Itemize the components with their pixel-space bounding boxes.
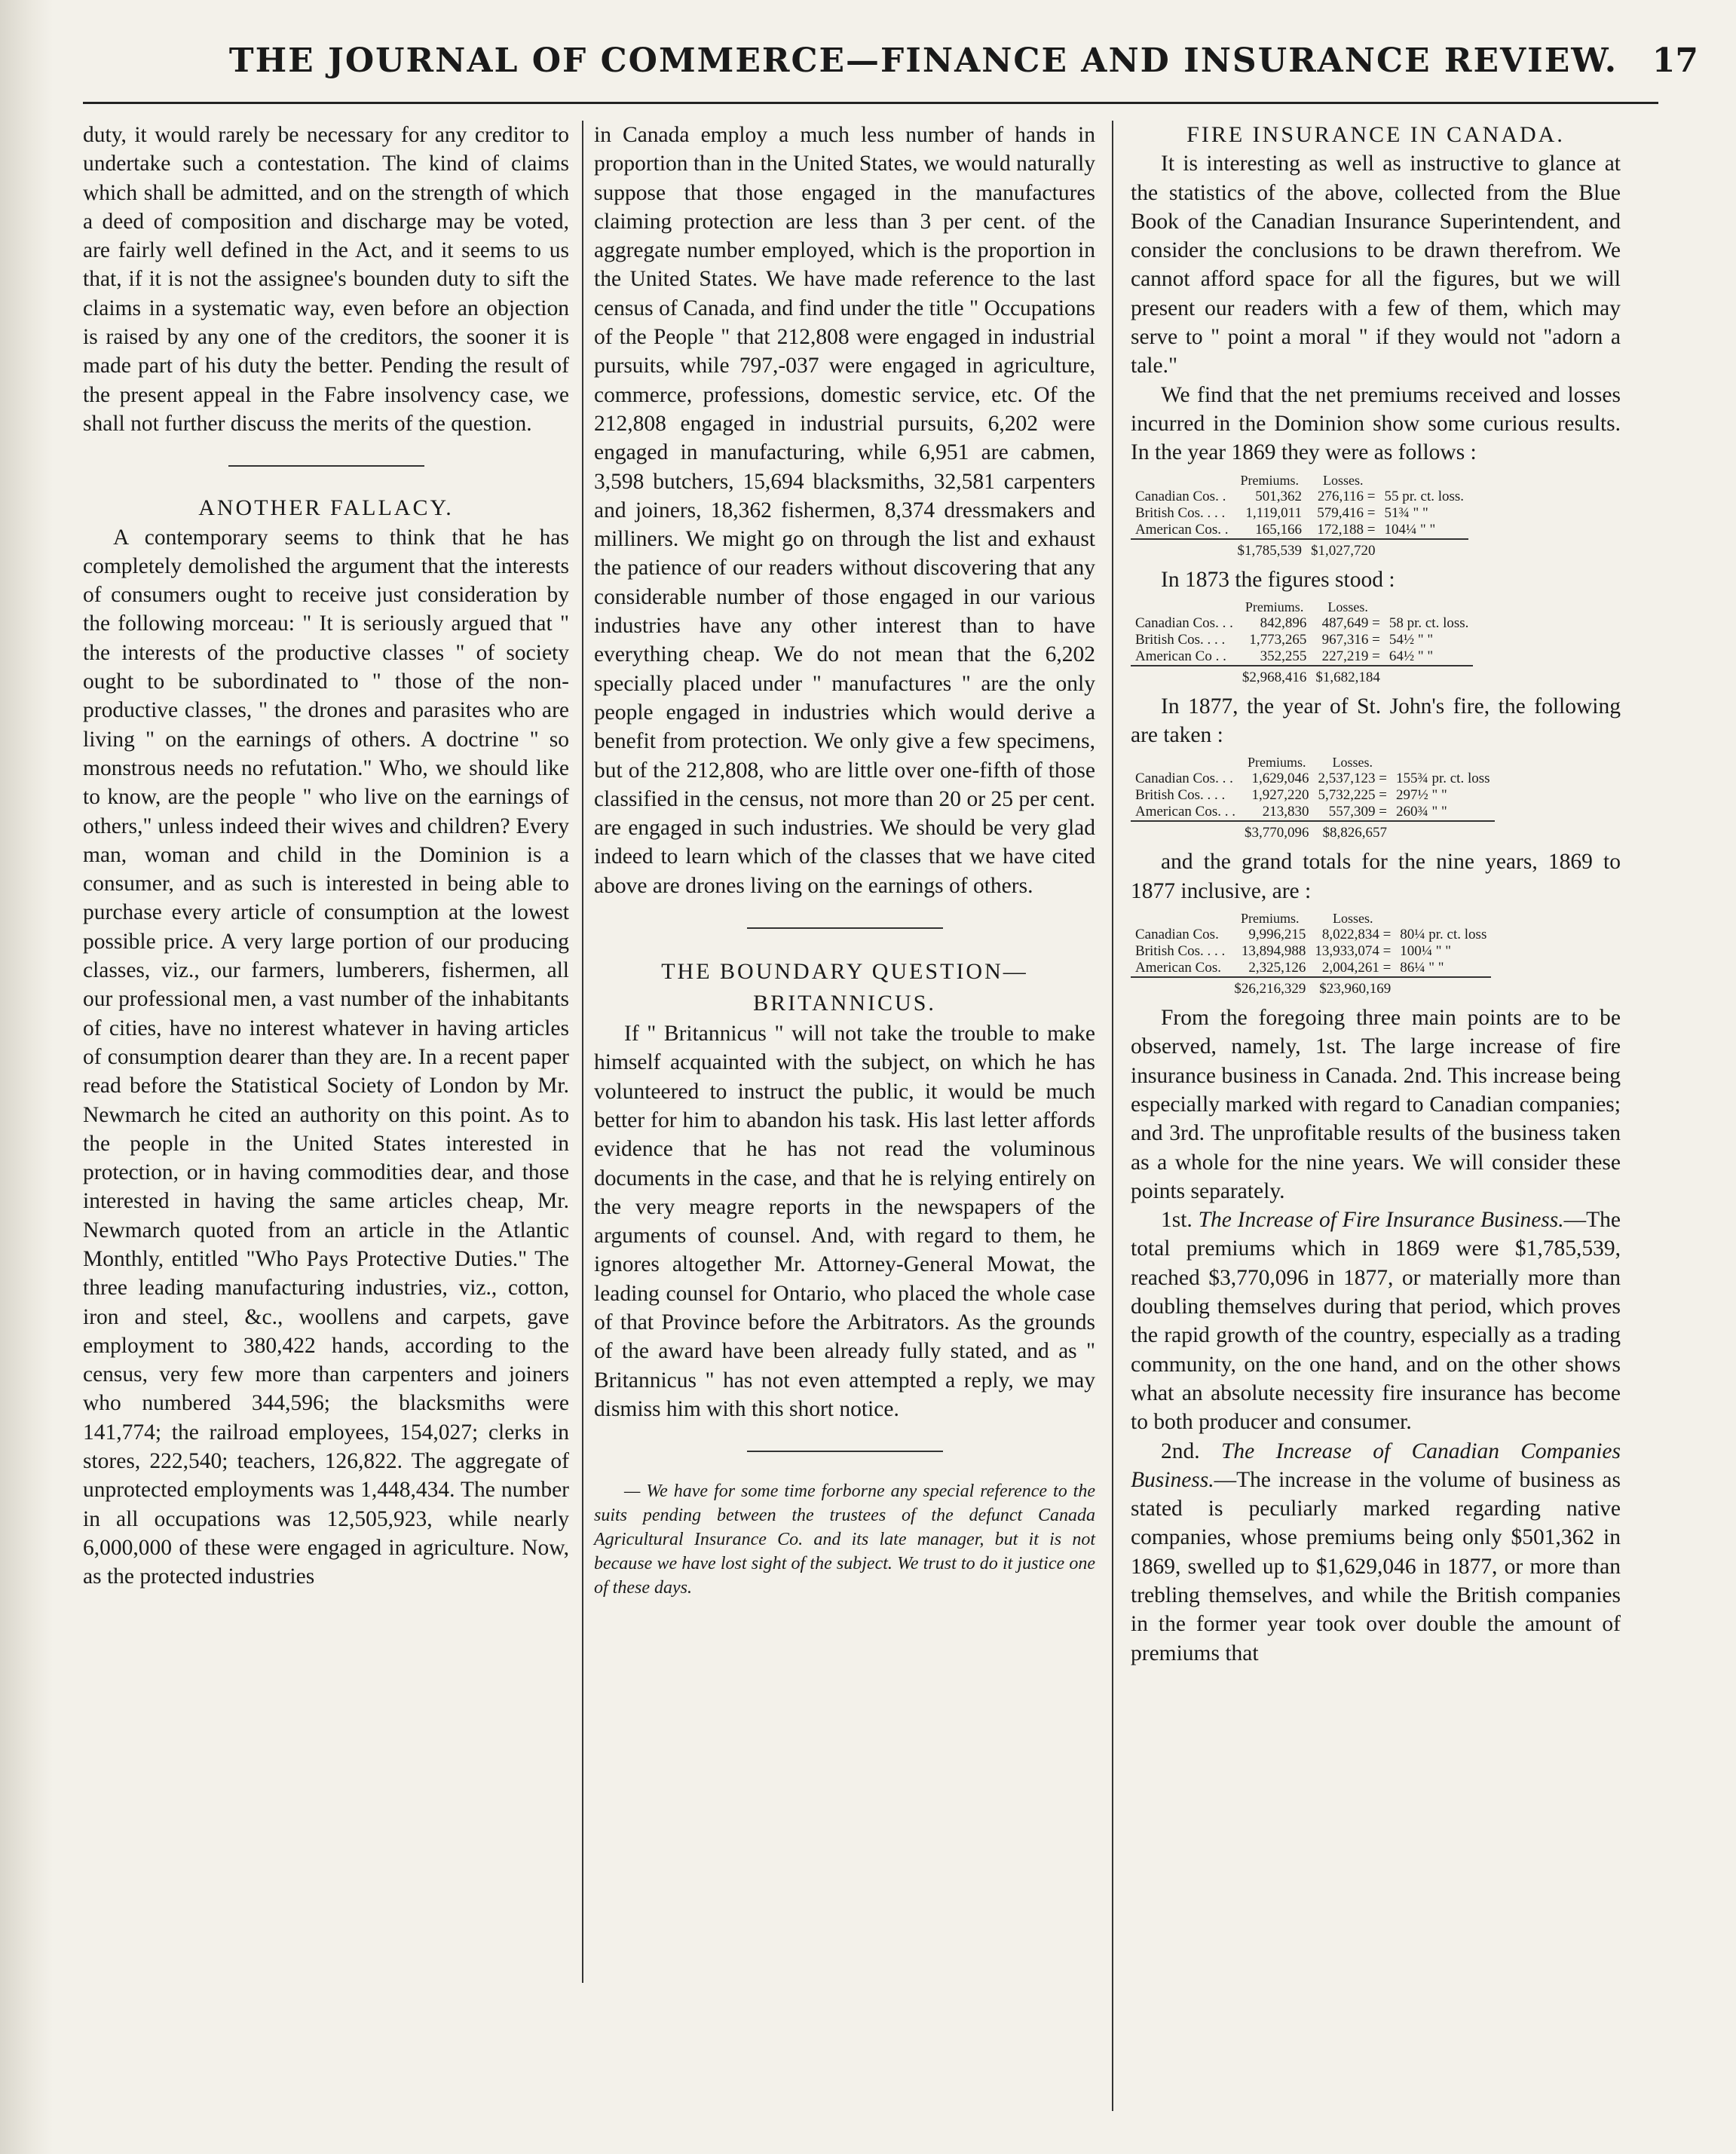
editorial-note: — We have for some time forborne any special reference to the suits pending between the trustees of the defunct Canada Agricultural Insurance Co. and its late manager, but it is not because we have lost sight of the subject. We trust to do it justice one of these days.: [594, 1481, 1095, 1598]
col-header-premiums: Premiums.: [1240, 472, 1299, 488]
stats-table-totals: Premiums. Losses. Canadian Cos. 9,996,215 8,022,834 = 80¼ pr. ct. loss British Cos. . . . 13,894,988 13,933,074 = 100¼ " " American Cos. 2,325,126 2,004,261 = 86¼ " " $26,216,329 $23,960,169: [1131, 910, 1491, 997]
fire-results-paragraph: We find that the net premiums received and losses incurred in the Dominion show some curious results. In the year 1869 they were as follows :: [1131, 382, 1621, 465]
table-row: American Cos. . . 213,830 557,309 = 260¾ " ": [1135, 804, 1447, 820]
table-row: Canadian Cos. . 501,362 276,116 = 55 pr. ct. loss.: [1135, 488, 1465, 504]
fire-point-2-paragraph: 2nd. The Increase of Canadian Companies Business.—The increase in the volume of business as stated is peculiarly marked regarding native companies, whose premiums being only $501,362 in 1869, swelled up to $1,629,046 in 1877, or more than trebling themselves, and while the British companies in the former year took over double the amount of premiums that: [1131, 1439, 1621, 1665]
headline-fire-insurance: FIRE INSURANCE IN CANADA.: [1186, 122, 1565, 147]
table-total-row: $1,785,539 $1,027,720: [1131, 539, 1468, 559]
section-separator: [747, 1451, 943, 1452]
table-row: British Cos. . . . 1,773,265 967,316 = 54½ " ": [1135, 631, 1434, 648]
column-1: [83, 121, 569, 1592]
table-row: American Cos. . 165,166 172,188 = 104¼ " ": [1135, 521, 1436, 538]
fire-totals-paragraph: and the grand totals for the nine years, 1869 to 1877 inclusive, are :: [1131, 850, 1621, 903]
column-2: [594, 121, 1095, 1600]
stats-table-1873: Premiums. Losses. Canadian Cos. . . 842,896 487,649 = 58 pr. ct. loss. British Cos. . . . 1,773,265 967,316 = 54½ " " American Co . . 352,255 227,219 = 64½ " " $2,968,416 $1,682,184: [1131, 599, 1473, 686]
stats-table-1869: [1131, 472, 1468, 559]
column-divider-1: [582, 121, 583, 1983]
section-separator: [747, 927, 943, 929]
article-another-fallacy: A contemporary seems to think that he has completely demolished the argument that the interests of consumers ought to receive just consideration by the following morceau: " It is seriously argued that " the interests of the productive classes " of society ought to be subordinated to " those of the non-productive classes, " the drones and parasites who are living " on the earnings of others. A doctrine " so monstrous needs no refutation." Who, we should like to know, are the people " who live on the earnings of others," unless indeed their wives and children? Every man, woman and child in the Dominion is a consumer, and as such is interested in being able to purchase every article of consumption at the lowest possible price. A very large portion of our producing classes, viz., our farmers, lumberers, fishermen, all our professional men, a vast number of the inhabitants of cities, have no interest whatever in having articles of consumption dearer than they are. In a recent paper read before the Statistical Society of London by Mr. Newmarch he cited an authority on this point. As to the people in the United States interested in protection, or in having commodities dear, and those interested in having the same articles cheap, Mr. Newmarch quoted from an article in the Atlantic Monthly, entitled "Who Pays Protective Duties." The three leading manufacturing industries, viz., cotton, iron and steel, &c., woollens and carpets, gave employment to 380,422 hands, according to the census, very few more than carpenters and joiners who numbered 344,596; the blacksmiths were 141,774; the railroad employees, 154,027; clerks in stores, 222,540; teachers, 126,822. The aggregate of unprotected employments was 1,448,434. The number in all occupations was 12,505,923, while nearly 6,000,000 of these were engaged in agriculture. Now, as the protected industries: [83, 525, 569, 1589]
table-row: British Cos. . . . 13,894,988 13,933,074 = 100¼ " ": [1135, 943, 1452, 960]
table-total-row: $2,968,416 $1,682,184: [1131, 666, 1473, 686]
table-row: Canadian Cos. 9,996,215 8,022,834 = 80¼ pr. ct. loss: [1135, 927, 1487, 943]
headline-another-fallacy: ANOTHER FALLACY.: [198, 495, 454, 521]
fire-point-1-paragraph: 1st. The Increase of Fire Insurance Business.—The total premiums which in 1869 were $1,785,539, reached $3,770,096 in 1877, or materially more than doubling themselves during that period, which proves the rapid growth of the country, especially as a trading community, on the one hand, and on the other shows what an absolute necessity fire insurance has become to both producer and consumer.: [1131, 1208, 1621, 1435]
table-total-row: $3,770,096 $8,826,657: [1131, 821, 1495, 841]
page-number: 17: [1652, 41, 1698, 80]
article-continuation: duty, it would rarely be necessary for any creditor to undertake such a contestation. The kind of claims which shall be admitted, and on the strength of which a deed of composition and discharge may be voted, are fairly well defined in the Act, and it seems to us that, if it is not the assignee's bounden duty to sift the claims in a systematic way, even before an objection is raised by any one of the creditors, the sooner it is made part of his duty the better. Pending the result of the present appeal in the Fabre insolvency case, we shall not further discuss the merits of the question.: [83, 123, 569, 436]
fire-points-paragraph: From the foregoing three main points are to be observed, namely, 1st. The large increase of fire insurance business in Canada. 2nd. This increase being especially marked with regard to Canadian companies; and 3rd. The unprofitable results of the business taken as a whole for the nine years. We will consider these points separately.: [1131, 1006, 1621, 1203]
fire-1873-paragraph: In 1873 the figures stood :: [1161, 567, 1395, 592]
article-boundary-question: If " Britannicus " will not take the trouble to make himself acquainted with the subject, on which he has volunteered to instruct the public, it would be much better for him to abandon his task. His last letter affords evidence that he has not read the voluminous documents in the case, and that he is relying entirely on the very meagre reports in the newspapers of the arguments of counsel. And, with regard to them, he ignores altogether Mr. Attorney-General Mowat, the leading counsel for Ontario, who placed the whole case of that Province before the Arbitrators. As the grounds of the award have been already fully stated, and as " Britannicus " has not even attempted a reply, we may dismiss him with this short notice.: [594, 1022, 1095, 1421]
article-continuation-2: in Canada employ a much less number of hands in proportion than in the United States, we would naturally suppose that those engaged in the manufactures claiming protection are less than 3 per cent. of the aggregate number employed, which is the proportion in the United States. We have made reference to the last census of Canada, and find under the title " Occupations of the People " that 212,808 were engaged in industrial pursuits, while 797,-037 were engaged in agriculture, commerce, professions, domestic service, etc. Of the 212,808 engaged in industrial pursuits, 6,202 were engaged in manufacturing, while 6,951 are cabmen, 3,598 butchers, 15,694 blacksmiths, 32,581 carpenters and joiners, 18,362 fishermen, 8,374 dressmakers and milliners. We might go on through the list and exhaust the patience of our readers without discovering that any considerable number of those engaged in our various industries have any other interest than to have everything cheap. We do not mean that the 6,202 specially placed under " manufactures " are the only people engaged in industries which would derive a benefit from protection. We only give a few specimens, but of the 212,808, who are little over one-fifth of those classified in the census, not more than 20 or 25 per cent. are engaged in such industries. We should be very glad indeed to learn which of the classes that we have cited above are drones living on the earnings of others.: [594, 123, 1095, 898]
fire-1877-paragraph: In 1877, the year of St. John's fire, the following are taken :: [1131, 694, 1621, 748]
stats-table-1877: Premiums. Losses. Canadian Cos. . . 1,629,046 2,537,123 = 155¾ pr. ct. loss British Cos. . . . 1,927,220 5,732,225 = 297½ " " American Cos. . . 213,830 557,309 = 260¾ " " $3,770,096 $8,826,657: [1131, 754, 1495, 841]
table-row: British Cos. . . . 1,927,220 5,732,225 = 297½ " ": [1135, 787, 1447, 804]
header-rule: [83, 102, 1658, 104]
table-row: Canadian Cos. . . 1,629,046 2,537,123 = 155¾ pr. ct. loss: [1135, 771, 1490, 787]
masthead: THE JOURNAL OF COMMERCE—FINANCE AND INSURANCE REVIEW.: [228, 41, 1618, 80]
table-row: British Cos. . . . 1,119,011 579,416 = 51¾ " ": [1135, 504, 1428, 521]
table-total-row: $26,216,329 $23,960,169: [1131, 977, 1491, 997]
headline-boundary-question: THE BOUNDARY QUESTION— BRITANNICUS.: [661, 959, 1028, 1016]
table-row: Canadian Cos. . . 842,896 487,649 = 58 pr. ct. loss.: [1135, 614, 1469, 631]
page-edge: [0, 0, 53, 2154]
table-row: American Cos. 2,325,126 2,004,261 = 86¼ " ": [1135, 960, 1444, 976]
section-separator: [228, 465, 424, 467]
fire-intro-paragraph: It is interesting as well as instructive to glance at the statistics of the above, collected from the Blue Book of the Canadian Insurance Superintendent, and consider the conclusions to be drawn therefrom. We cannot afford space for all the figures, but we will present our readers with a few of them, which may serve to " point a moral " if they would not "adorn a tale.": [1131, 152, 1621, 378]
table-row: American Co . . 352,255 227,219 = 64½ " ": [1135, 648, 1434, 664]
column-3: [1131, 121, 1621, 1668]
column-divider-2: [1112, 121, 1113, 2111]
col-header-losses: Losses.: [1322, 472, 1364, 488]
